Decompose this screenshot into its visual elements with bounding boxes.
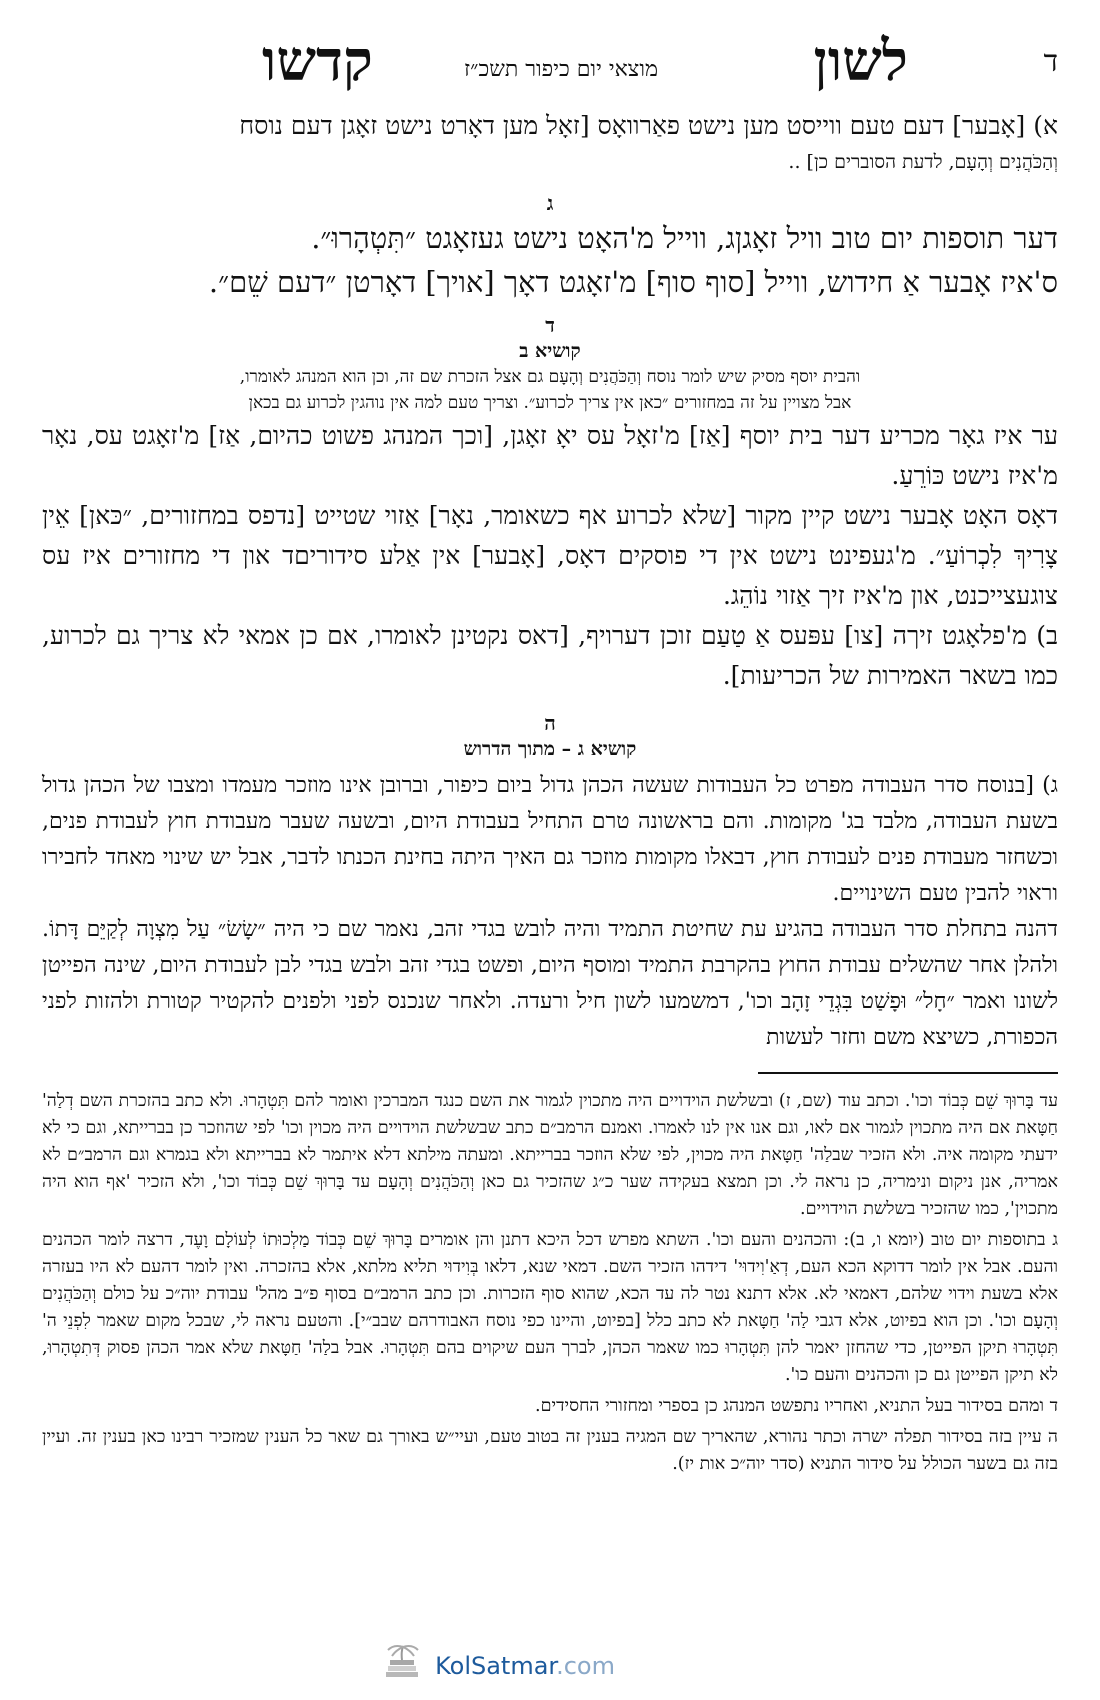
big-line-1: דער תוספות יום טוב וויל זאָגןג, ווייל מ'האָט נישט געזאָגט ״תִּטְהָרוּ״. [311,221,1058,255]
para-a-line1: א) [אָבער] דעם טעם ווייסט מען נישט פאַרוואָס [זאָל מען דאָרט נישט זאָגן דעם נוסח [239,111,1058,140]
paragraph-d2: דאָס האָט אָבער נישט קיין מקור [שלא לכרוע אף כשאומר, נאָר] אַזוי שטייט [נדפס במחזורים, ״כּאן] אֵין צָרִיךְ לִכְרוֹעַ״. מ'געפינט נישט אין די פוסקים דאָס, [אָבער] אין אַלע סידוריםד און די מחזורים איז עס צוגעצייכנט, און מ'איז זיך אַזוי נוֹהֵג. [42,501,1058,610]
section-note-line2: אבל מצויין על זה במחזורים ״כאן אין צריך לכרוע״. וצריך טעם למה אין נוהגין לכרוע גם בכאן [248,393,852,413]
footnote-continued: עד בָּרוּךְ שֵׁם כְּבוֹד וכו'. וכתב עוד (שם, ז) ובשלשת הוידויים היה מתכוין לגמור את השם כנגד המברכין ואומר להם תִּטְהָרוּ. ולא כתב בהזכרת השם דְלַה' חַטָּאת אם היה מתכוין לגמור אם לאו, וגם אנו אין לנו לאמרו. ואמנם הרמב״ם כתב שבשלשת הוידויים היה מכוין וכו' לפי שהוזכר כן בברייתא, וגם כי לא ידעתי מקומה איה. ולא הזכיר שבלַה' חַטָּאת היה מכוין, לפי שלא הוזכר בברייתא. ומעתה מילתא דלא איתמר לא בברייתא ולא בגמרא וגם הרמב״ם לא אמריה, אנן ניקום ונימריה, כן נראה לי. וכן תמצא בעקידה שער כ״ג שהזכיר גם כאן וְהַכֹּהֲנִים וְהָעָם עד בָּרוּךְ שֵׁם כְּבוֹד וכו', ולא הזכיר 'אף הוא היה מתכוין', כמו שהזכיר בשלשת הוידויים. [42,1091,1058,1219]
para-a-line2: וְהַכֹּהֲנִים וְהָעָם, לדעת הסוברים כן] .. [788,151,1058,173]
footnotes [42,1088,1058,1478]
footnote-d: ד ומהם בסידור בעל התניא, ואחריו נתפשט המנהג כן בספרי ומחזורי החסידים. [535,1396,1058,1416]
site-logo[interactable] [380,1644,780,1688]
site-brand-text: KolSatmar.com [435,1652,615,1680]
running-title-left: קדשו [262,28,373,94]
section-title-kushya-b: קושיא ב [519,340,581,362]
page [42,28,1058,1482]
footnote-divider [758,1072,1058,1074]
paragraph-h1: ג) [בנוסח סדר העבודה מפרט כל העבודות שעשה הכהן גדול ביום כיפור, וברובן אינו מוזכר מעמדו ומצבו של הכהן גדול בשעת העבודה, מלבד בג' מקומות. והם בראשונה טרם התחיל בעבודת היום, ובשעה שעבר מעבודת חוץ לעבודת פנים, וכשחזר מעבודת פנים לעבודת חוץ, דבאלו מקומות מוזכר גם האיך היתה בחינת הכנתו לדבר, אבל יש שינוי מאחד לחבירו וראוי להבין טעם השינויים. [42,773,1058,906]
section-title-kushya-g: קושיא ג – מתוך הדרוש [463,738,637,760]
running-subtitle: מוצאי יום כיפור תשכ״ז [464,57,658,82]
paragraph-d3: ב) מ'פלאָגט זיךה [צו] עפּעס אַ טַעַם זוכן דערויף, [דאס נקטינן לאומרו, אם כן אמאי לא צריך גם לכרוע, כמו בשאר האמירות של הכריעות]. [42,621,1058,690]
section-note-line1: והבית יוסף מסיק שיש לומר נוסח וְהַכֹּהֲנִים וְהָעָם גם אצל הזכרת שם זה, וכן הוא המנהג לאומרו, [239,367,861,387]
palm-tree-books-icon [380,1644,424,1688]
paragraph-d1: ער איז גאָר מכריע דער בית יוסף [אַז] מ'זאָל עס יאָ זאָגן, [וכך המנהג פשוט כהיום, אַז] מ'זאָגט עס, נאָר מ'איז נישט כּוֹרֵעַ. [42,421,1058,490]
footnote-h: ה עיין בזה בסידור תפלה ישרה וכתר נהורא, שהאריך שם המגיה בענין זה בטוב טעם, ועיי״ש באורך גם שאר כל הענין שמזכיר רבינו כאן בענין זה. ועיין בזה גם בשער הכולל על סידור התניא (סדר יוה״כ אות יז). [42,1427,1058,1474]
section-letter-g: ג [546,191,554,215]
footnote-g: ג בתוספות יום טוב (יומא ו, ב): והכהנים והעם וכו'. השתא מפרש דכל היכא דתנן והן אומרים בָּרוּךְ שֵׁם כְּבוֹד מַלְכוּתוֹ לְעוֹלָם וָעֶד, דרצה לומר הכהנים והעם. אבל אין לומר דדוקא הכא העם, דְאַ'וִידוּי' דידהו הזכיר השם. דמאי שנא, דלאו בְּוִידוּי תליא מלתא, אלא בהזכרה. ואין לומר דהעם לא היו בעזרה אלא בשעת וידוי שלהם, דאמאי לא. אלא דתנא נטר לה עד הכא, שהוא סוף הזכרות. וכן כתב הרמב״ם בסוף פ״ב מהל' עבודת יוה״כ על כולם וְהַכֹּהֲנִים וְהָעָם וכו'. וכן הוא בפיוט, אלא דגבי לַה' חַטָּאת לא כתב כלל [בפיוט, והיינו כפי נוסח האבודרהם שבב״י]. והטעם נראה לי, שבכל מקום שאמר לִפְנֵי ה' תִּטְהָרוּ תיקן הפייטן, כדי שהחזן יאמר להן תִּטְהָרוּ כמו שאמר הכהן, לברך העם שיקוים בהם תִּטְהָרוּ. אבל בלַה' חַטָּאת שלא אמר הכהן פסוק דְּתִטְהָרוּ, לא תיקן הפייטן גם כן והכהנים והעם כו'. [42,1230,1058,1385]
running-title-right: לשון [813,28,908,94]
page-number: ד [1043,44,1058,79]
section-letter-d: ד [545,313,555,337]
main-text [42,108,1058,1056]
paragraph-h2: דהנה בתחלת סדר העבודה בהגיע עת שחיטת התמיד והיה לובש בגדי זהב, נאמר שם כי היה ״שָׂשׂ״ עַל מִצְוָה לְקַיֵּם דָּתוֹ. ולהלן אחר שהשלים עבודת החוץ בהקרבת התמיד ומוסף היום, ופשט בגדי זהב ולבש בגדי לבן לעבודת היום, שינה הפייטן לשונו ואמר ״חָל״ וּפָשַׁט בִּגְדֵי זָהָב וכו', דמשמעו לשון חיל ורעדה. ולאחר שנכנס לפני ולפנים להקטיר קטורת ולהזות לפני הכפורת, כשיצא משם וחזר לעשות [42,917,1058,1050]
big-line-2: ס'איז אָבער אַ חידוש, ווייל [סוף סוף] מ'זאָגט דאָך [אויך] דאָרטן ״דעם שֵׁם״. [208,265,1058,299]
page-header [42,28,1058,108]
section-letter-h: ה [544,711,556,735]
